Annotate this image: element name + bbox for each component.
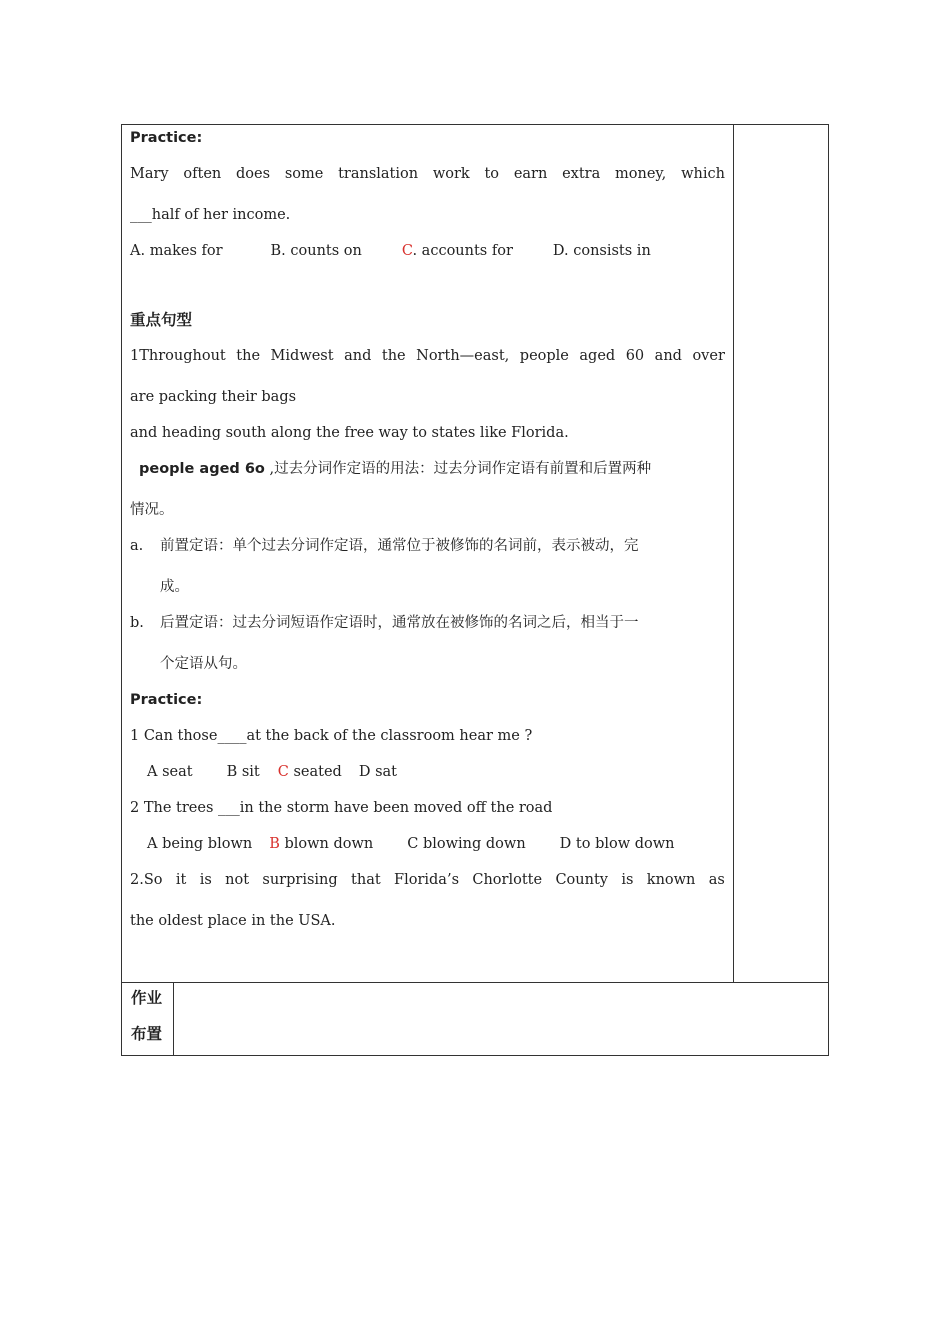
grammar-explanation: ,过去分词作定语的用法：过去分词作定语有前置和后置两种 bbox=[264, 461, 652, 477]
sentence1-line1 bbox=[130, 347, 725, 365]
item-a-cont: 成。 bbox=[160, 579, 189, 595]
word: 2.So bbox=[130, 872, 163, 888]
item-a-text: 前置定语：单个过去分词作定语，通常位于被修饰的名词前，表示被动，完 bbox=[160, 538, 639, 554]
q1-option-b: B sit bbox=[226, 764, 260, 780]
homework-label-line1: 作业 bbox=[131, 989, 163, 1007]
sentence2-line1 bbox=[130, 871, 725, 889]
option-a: A. makes for bbox=[130, 243, 223, 259]
practice-heading-2: Practice: bbox=[130, 692, 203, 708]
word: Chorlotte bbox=[472, 872, 543, 888]
practice-question-line1 bbox=[130, 165, 725, 183]
table-column-divider bbox=[733, 124, 734, 983]
key-sentences-heading: 重点句型 bbox=[130, 311, 193, 329]
sentence1-line3: and heading south along the free way to states like Florida. bbox=[130, 425, 569, 441]
word: is bbox=[621, 872, 634, 888]
word: 1Throughout bbox=[130, 348, 226, 364]
word: extra bbox=[562, 166, 601, 182]
option-d: D. consists in bbox=[552, 243, 651, 259]
word: and bbox=[344, 348, 372, 364]
word: the bbox=[236, 348, 261, 364]
word: some bbox=[284, 166, 324, 182]
word: Florida’s bbox=[394, 872, 460, 888]
grammar-phrase: people aged 6o bbox=[139, 461, 265, 477]
word: North—east, bbox=[416, 348, 510, 364]
word: which bbox=[681, 166, 725, 182]
option-c: . accounts for bbox=[412, 243, 513, 259]
word: money, bbox=[615, 166, 667, 182]
word: often bbox=[183, 166, 222, 182]
word: and bbox=[654, 348, 682, 364]
item-b-cont: 个定语从句。 bbox=[160, 656, 247, 672]
question-2-options bbox=[147, 835, 675, 853]
word: it bbox=[175, 872, 187, 888]
grammar-note-cont: 情况。 bbox=[130, 502, 174, 518]
q2-option-b: blown down bbox=[284, 836, 374, 852]
practice-heading-1: Practice: bbox=[130, 130, 203, 146]
word: people bbox=[519, 348, 569, 364]
word: to bbox=[484, 166, 500, 182]
homework-content-cell bbox=[174, 983, 828, 1055]
q2-option-c: C blowing down bbox=[407, 836, 526, 852]
item-a-label: a. bbox=[130, 538, 144, 554]
word: known bbox=[646, 872, 696, 888]
word: the bbox=[381, 348, 406, 364]
q2-option-d: D to blow down bbox=[559, 836, 675, 852]
practice-options bbox=[130, 242, 651, 260]
word: does bbox=[236, 166, 271, 182]
q2-option-a: A being blown bbox=[147, 836, 253, 852]
word: Midwest bbox=[270, 348, 334, 364]
question-1: 1 Can those____at the back of the classroom hear me ? bbox=[130, 728, 533, 744]
word: is bbox=[199, 872, 212, 888]
item-b-label: b. bbox=[130, 615, 144, 631]
grammar-note bbox=[139, 460, 651, 478]
homework-label-line2: 布置 bbox=[131, 1025, 163, 1043]
word: as bbox=[708, 872, 725, 888]
word: Mary bbox=[130, 166, 169, 182]
practice-question-line2: ___half of her income. bbox=[130, 207, 291, 223]
word: County bbox=[555, 872, 608, 888]
word: aged bbox=[579, 348, 616, 364]
sentence1-line2: are packing their bags bbox=[130, 389, 297, 405]
word: not bbox=[225, 872, 250, 888]
q1-option-c: seated bbox=[293, 764, 342, 780]
word: translation bbox=[338, 166, 419, 182]
q1-option-d: D sat bbox=[358, 764, 397, 780]
sentence2-line2: the oldest place in the USA. bbox=[130, 913, 336, 929]
question-2: 2 The trees ___in the storm have been moved off the road bbox=[130, 800, 553, 816]
q1-option-c-letter: C bbox=[277, 764, 289, 780]
q2-option-b-letter: B bbox=[269, 836, 280, 852]
word: that bbox=[351, 872, 381, 888]
word: surprising bbox=[262, 872, 338, 888]
word: over bbox=[692, 348, 725, 364]
word: 60 bbox=[625, 348, 645, 364]
item-b-text: 后置定语：过去分词短语作定语时，通常放在被修饰的名词之后，相当于一 bbox=[160, 615, 639, 631]
q1-option-a: A seat bbox=[147, 764, 193, 780]
word: work bbox=[432, 166, 470, 182]
option-c-letter: C bbox=[401, 243, 413, 259]
option-b: B. counts on bbox=[270, 243, 362, 259]
question-1-options bbox=[147, 763, 397, 781]
word: earn bbox=[513, 166, 548, 182]
